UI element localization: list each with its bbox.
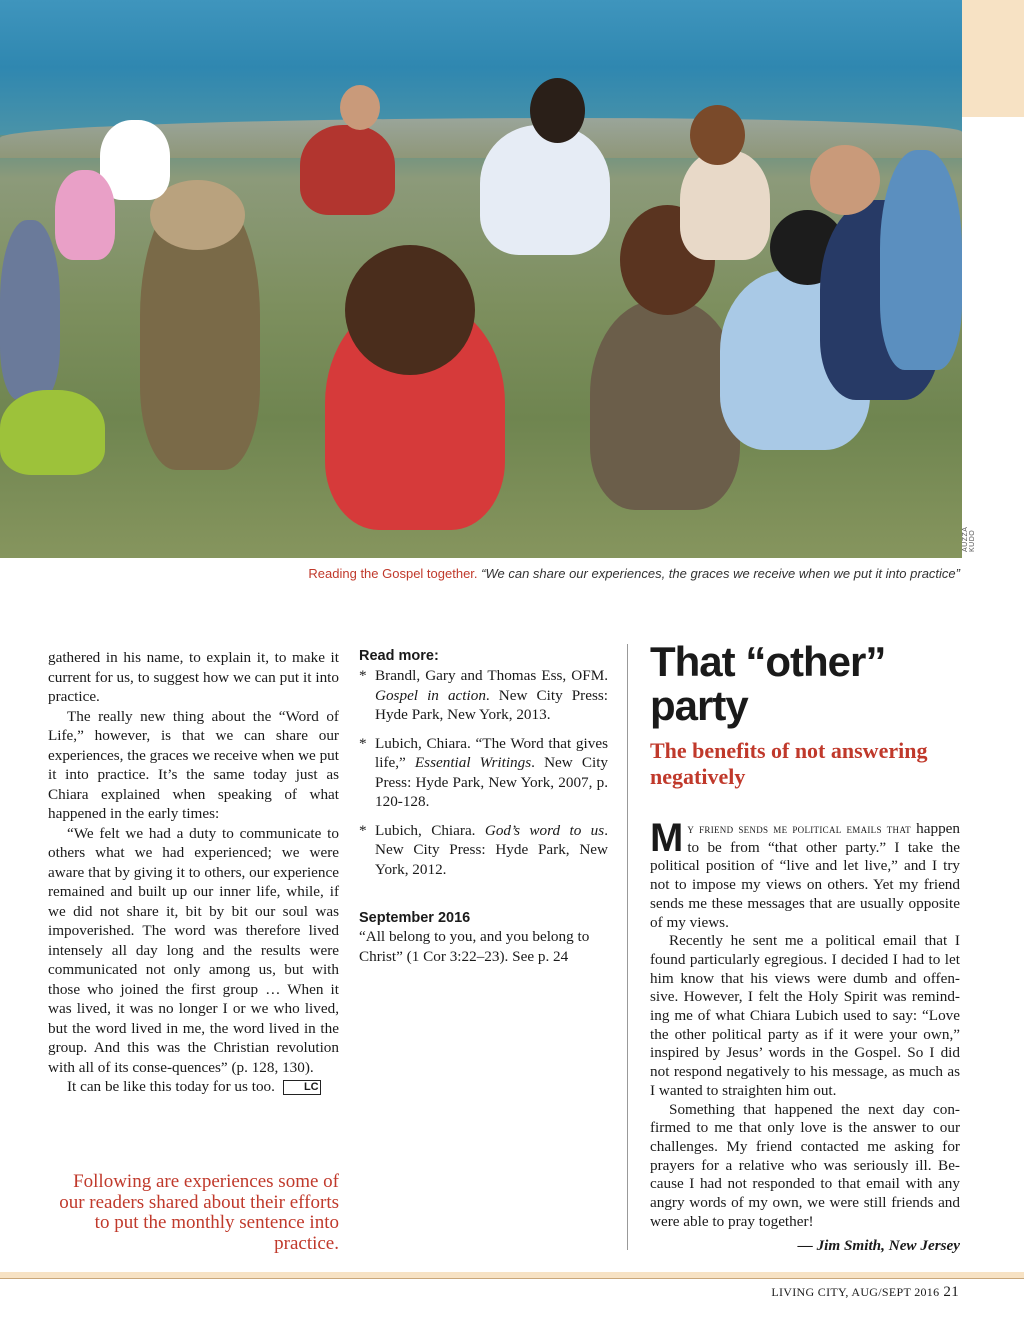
person-left-edge (0, 220, 60, 400)
person-tan-top (680, 150, 770, 260)
reference-bullet: * (359, 667, 367, 684)
paragraph: Something that happened the next day con-firmed to me that only love is the answer to our challenges. My friend contacted me asking for prayers for a relative who was seriously ill. Be-cause I had not responded to that email with any angry words of my own, we were still friends and were able to pray together! (650, 1100, 960, 1230)
footer-rule (0, 1278, 1024, 1279)
reference-bullet: * (359, 734, 367, 752)
article-column-1 (48, 648, 339, 1097)
closing-text: It can be like this today for us too. (67, 1078, 275, 1095)
publication-name: LIVING CITY, AUG/SEPT 2016 (771, 1285, 940, 1299)
person-boy-red-head (340, 85, 380, 130)
person-white-shirt (480, 125, 610, 255)
reference-list (359, 666, 608, 879)
person-red-shirt-hair (345, 245, 475, 375)
person-print-shirt (590, 300, 740, 510)
paragraph: “We felt we had a duty to communicate to others what we had experienced; we were aware that by giving it to others, our experience remained and built up our inner life, while, if we did not share it, bit by bit our soul was impoverished. The word was therefore lived intensely all day long and the results were communicated not only among us, but with those who joined the first group … When it was lived, it was no longer I or we who lived, but the word lived in me, the word lived in the group. And this was the Christian revolution with all of its conse-quences” (p. 128, 130). (48, 824, 339, 1076)
experiences-callout: Following are experiences some of our readers shared about their efforts to put the monthly sentence into practice. (59, 1171, 339, 1254)
photo-caption (0, 566, 960, 581)
lake-water (0, 0, 962, 135)
reference-item (359, 734, 608, 812)
person-right-edge (880, 150, 962, 370)
reference-title: Essential Writings (414, 754, 532, 771)
caption-lead: Reading the Gospel together. (308, 566, 478, 581)
caption-quote: “We can share our experiences, the graces we receive when we put it into practice” (481, 566, 960, 581)
month-heading: September 2016 (359, 910, 471, 926)
article-subhead: The benefits of not answering negatively (650, 738, 928, 789)
read-more-heading: Read more: (359, 648, 439, 664)
photo-credit: AUZZA KUDO (962, 526, 976, 552)
paragraph-text: happen to be from “that other party.” I take the political position of “live and let live,” and I try not to impose my views on others. Yet my friend sends me these messages that are usually opposite of my views. (650, 820, 960, 931)
end-mark-logo: LC (283, 1080, 321, 1095)
reference-bullet: * (359, 821, 367, 839)
section-tab (962, 0, 1024, 117)
article-body (650, 816, 960, 1256)
person-navy-head (810, 145, 880, 215)
page-number: 21 (943, 1284, 959, 1300)
child-pink (55, 170, 115, 260)
article-headline: That “other” party (650, 638, 886, 729)
reference-text: Lubich, Chiara. “The Word that gives life,” (375, 734, 608, 771)
reference-item (359, 821, 608, 880)
drop-cap: M (650, 816, 684, 860)
closing-paragraph (48, 1077, 339, 1097)
reference-text: . New City Press: Hyde Park, New York, 2012. (375, 821, 608, 878)
reference-text: Lubich, Chiara. (375, 821, 485, 839)
person-white-shirt-head (530, 78, 585, 143)
group-photo (0, 0, 962, 558)
sidebar-column (359, 648, 608, 966)
lead-in-smallcaps: y friend sends me political emails that (687, 821, 911, 836)
month-word-text: “All belong to you, and you belong to Christ” (1 Cor 3:22–23). See p. 24 (359, 928, 590, 965)
paragraph: gathered in his name, to explain it, to make it current for us, to suggest how we can put it into practice. (48, 649, 339, 705)
reference-text: . New City Press: Hyde Park, New York, 2007, p. 120-128. (375, 754, 609, 810)
reference-item (359, 666, 608, 725)
paragraph: The really new thing about the “Word of Life,” however, is that we can share our experiences, the graces we receive when we put it into practice. It’s the same today just as Chiara explained when speaking of what happened in the early times: (48, 707, 339, 822)
green-backpack (0, 390, 105, 475)
person-boy-red (300, 125, 395, 215)
reference-title: Gospel in action (375, 686, 486, 704)
article-column-3 (650, 640, 960, 1256)
person-tan-top-head (690, 105, 745, 165)
reference-text: Brandl, Gary and Thomas Ess, OFM. (375, 667, 608, 684)
reference-text: . New City Press: Hyde Park, New York, 2013. (375, 686, 609, 723)
reference-title: God’s word to us (484, 821, 605, 839)
paragraph (650, 816, 960, 932)
page-footer (771, 1284, 959, 1301)
column-divider (627, 644, 628, 1250)
paragraph: Recently he sent me a political email that I found particularly egregious. I decided I had to let him know that his views were dumb and offen-sive. However, I felt the Holy Spirit was remind-ing me of what Chiara Lubich used to say: “Love the other political party as if it were your own,” inspired by Jesus’ words in the Gospel. So I did not respond negatively to his message, as much as I wanted to straighten him out. (650, 932, 960, 1099)
author-signature: — Jim Smith, New Jersey (797, 1237, 960, 1255)
